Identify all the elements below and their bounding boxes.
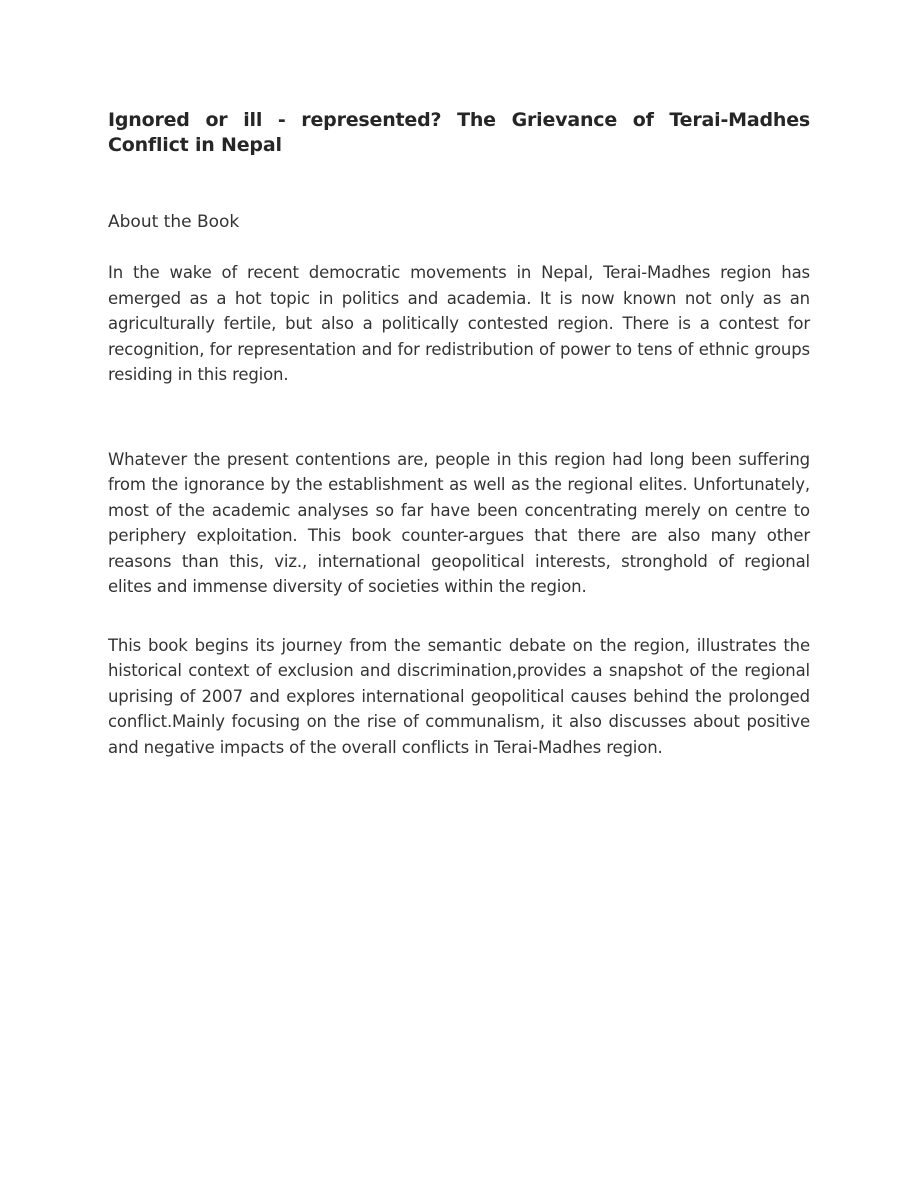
document-page (108, 108, 810, 760)
section-heading: About the Book (108, 212, 240, 232)
document-title: Ignored or ill - represented? The Grievance of Terai-Madhes Conflict in Nepal (108, 109, 810, 156)
paragraph-3: This book begins its journey from the semantic debate on the region, illustrates the historical context of exclusion and discrimination,provides a snapshot of the regional uprising of 2007 and explores international geopolitical causes behind the prolonged conflict.Mainly focusing on the rise of communalism, it also discusses about positive and negative impacts of the overall conflicts in Terai-Madhes region. (108, 635, 810, 757)
paragraph-2: Whatever the present contentions are, people in this region had long been suffering from the ignorance by the establishment as well as the regional elites. Unfortunately, most of the academic analyses so far have been concentrating merely on centre to periphery exploitation. This book counter-argues that there are also many other reasons than this, viz., international geopolitical interests, stronghold of regional elites and immense diversity of societies within the region. (108, 449, 810, 596)
paragraph-1: In the wake of recent democratic movements in Nepal, Terai-Madhes region has emerged as a hot topic in politics and academia. It is now known not only as an agriculturally fertile, but also a politically contested region. There is a contest for recognition, for representation and for redistribution of power to tens of ethnic groups residing in this region. (108, 263, 810, 384)
